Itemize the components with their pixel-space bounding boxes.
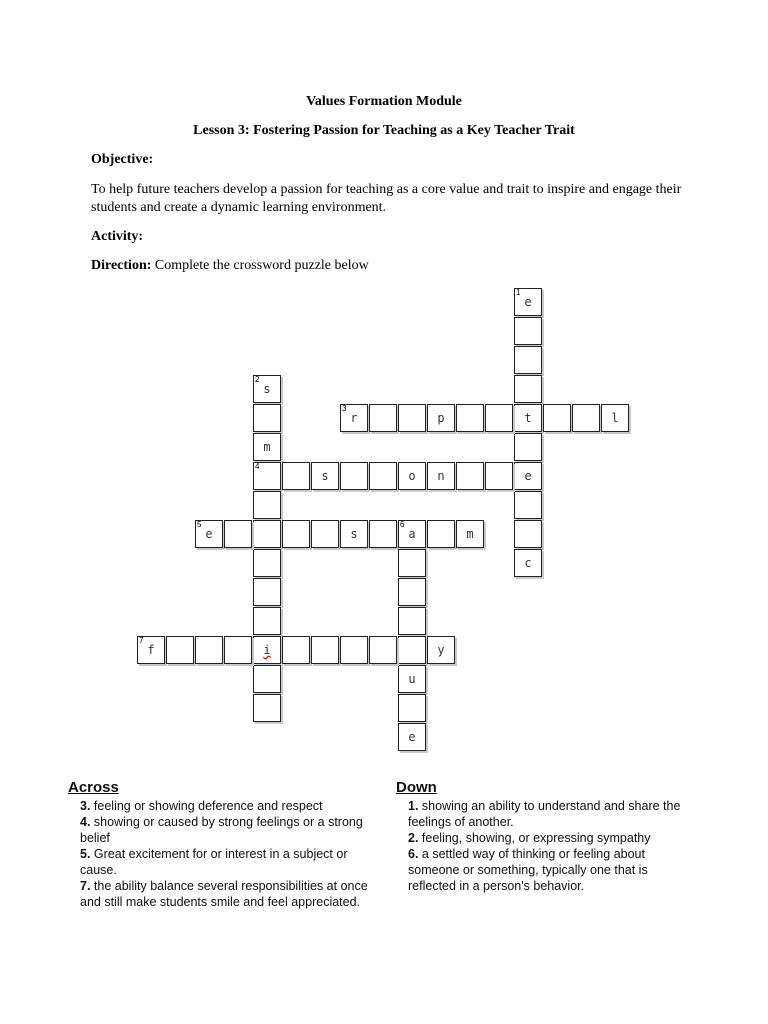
- crossword-cell[interactable]: [456, 520, 484, 548]
- crossword-cell[interactable]: [601, 404, 629, 432]
- crossword-cell[interactable]: [514, 288, 542, 316]
- crossword-cell[interactable]: [253, 665, 281, 693]
- crossword-cell[interactable]: [514, 520, 542, 548]
- crossword-cell[interactable]: [253, 636, 281, 664]
- clue-text: showing an ability to understand and share the feelings of another.: [408, 799, 681, 829]
- crossword-cell[interactable]: [282, 520, 310, 548]
- given-letter: m: [263, 440, 271, 454]
- crossword-cell[interactable]: [282, 462, 310, 490]
- crossword-cell[interactable]: [572, 404, 600, 432]
- crossword-cell[interactable]: [514, 549, 542, 577]
- crossword-cell[interactable]: [311, 636, 339, 664]
- clue-text: showing or caused by strong feelings or a strong belief: [80, 815, 363, 845]
- crossword-cell[interactable]: [485, 404, 513, 432]
- given-letter: n: [437, 469, 445, 483]
- given-letter: t: [524, 411, 532, 425]
- objective-heading: Objective:: [91, 152, 154, 167]
- crossword-cell[interactable]: [427, 636, 455, 664]
- crossword-cell[interactable]: [398, 694, 426, 722]
- given-letter: m: [466, 527, 474, 541]
- given-letter: p: [437, 411, 445, 425]
- down-clue: [396, 830, 686, 846]
- crossword-cell[interactable]: [253, 520, 281, 548]
- given-letter: r: [350, 411, 358, 425]
- clue-number: 3: [342, 404, 347, 413]
- clue-text: feeling, showing, or expressing sympathy: [418, 831, 651, 845]
- clue-number: 1.: [408, 799, 419, 813]
- crossword-cell[interactable]: [137, 636, 165, 664]
- down-heading: Down: [396, 779, 437, 796]
- crossword-cell[interactable]: [340, 636, 368, 664]
- crossword-cell[interactable]: [195, 520, 223, 548]
- given-letter: i: [263, 643, 271, 657]
- crossword-cell[interactable]: [369, 462, 397, 490]
- given-letter: c: [524, 556, 532, 570]
- clue-number: 2.: [408, 831, 419, 845]
- direction-line: [91, 258, 369, 274]
- lesson-title: Lesson 3: Fostering Passion for Teaching as a Key Teacher Trait: [193, 123, 575, 138]
- given-letter: f: [147, 643, 155, 657]
- direction-text: Complete the crossword puzzle below: [154, 258, 369, 273]
- across-heading: Across: [68, 779, 119, 796]
- crossword-cell[interactable]: [369, 636, 397, 664]
- across-clue: [68, 846, 378, 878]
- crossword-cell[interactable]: [369, 404, 397, 432]
- crossword-cell[interactable]: [253, 694, 281, 722]
- clue-number: 3.: [80, 799, 91, 813]
- crossword-cell[interactable]: [427, 520, 455, 548]
- crossword-cell[interactable]: [514, 317, 542, 345]
- given-letter: e: [524, 295, 532, 309]
- crossword-cell[interactable]: [311, 520, 339, 548]
- crossword-cell[interactable]: [398, 549, 426, 577]
- crossword-cell[interactable]: [398, 607, 426, 635]
- across-clue: [68, 814, 378, 846]
- clue-number: 6.: [408, 847, 419, 861]
- crossword-cell[interactable]: [398, 665, 426, 693]
- crossword-cell[interactable]: [224, 520, 252, 548]
- given-letter: l: [611, 411, 619, 425]
- clue-number: 6: [400, 520, 405, 529]
- crossword-cell[interactable]: [456, 404, 484, 432]
- crossword-cell[interactable]: [253, 578, 281, 606]
- given-letter: u: [408, 672, 416, 686]
- crossword-cell[interactable]: [253, 375, 281, 403]
- given-letter: s: [263, 382, 271, 396]
- crossword-cell[interactable]: [398, 636, 426, 664]
- page-title: Values Formation Module: [306, 94, 462, 109]
- crossword-cell[interactable]: [253, 607, 281, 635]
- crossword-cell[interactable]: [253, 549, 281, 577]
- clue-number: 5: [197, 520, 202, 529]
- crossword-cell[interactable]: [514, 433, 542, 461]
- down-clue: [396, 846, 686, 894]
- across-clue: [68, 798, 378, 814]
- crossword-cell[interactable]: [195, 636, 223, 664]
- crossword-cell[interactable]: [514, 375, 542, 403]
- clue-number: 5.: [80, 847, 91, 861]
- given-letter: e: [205, 527, 213, 541]
- direction-label: Direction:: [91, 258, 152, 273]
- crossword-cell[interactable]: [253, 491, 281, 519]
- activity-heading: Activity:: [91, 229, 144, 244]
- clue-number: 7: [139, 636, 144, 645]
- given-letter: o: [408, 469, 416, 483]
- clue-number: 1: [516, 288, 521, 297]
- crossword-cell[interactable]: [166, 636, 194, 664]
- crossword-cell[interactable]: [514, 346, 542, 374]
- crossword-cell[interactable]: [427, 462, 455, 490]
- crossword-cell[interactable]: [369, 520, 397, 548]
- clue-number: 2: [255, 375, 260, 384]
- across-clues: [68, 780, 378, 910]
- crossword-cell[interactable]: [224, 636, 252, 664]
- clue-text: feeling or showing deference and respect: [90, 799, 323, 813]
- crossword-cell[interactable]: [340, 404, 368, 432]
- crossword-cell[interactable]: [340, 520, 368, 548]
- crossword-cell[interactable]: [456, 462, 484, 490]
- across-clue: [68, 878, 378, 910]
- objective-text: To help future teachers develop a passion for teaching as a core value and trait to inspire and engage their students and create a dynamic learning environment.: [91, 182, 682, 215]
- given-letter: s: [321, 469, 329, 483]
- crossword-cell[interactable]: [253, 433, 281, 461]
- crossword-cell[interactable]: [282, 636, 310, 664]
- crossword-cell[interactable]: [427, 404, 455, 432]
- crossword-cell[interactable]: [514, 462, 542, 490]
- crossword-cell[interactable]: [311, 462, 339, 490]
- given-letter: y: [437, 643, 445, 657]
- clue-text: the ability balance several responsibilities at once and still make students smile and feel appreciated.: [80, 879, 368, 909]
- crossword-cell[interactable]: [398, 578, 426, 606]
- down-clues: [396, 780, 686, 894]
- crossword-cell[interactable]: [398, 723, 426, 751]
- crossword-cell[interactable]: [485, 462, 513, 490]
- crossword-cell[interactable]: [253, 404, 281, 432]
- given-letter: e: [408, 730, 416, 744]
- crossword-cell[interactable]: [398, 462, 426, 490]
- clue-text: Great excitement for or interest in a subject or cause.: [80, 847, 348, 877]
- clue-number: 4: [255, 462, 260, 471]
- crossword-cell[interactable]: [253, 462, 281, 490]
- given-letter: s: [350, 527, 358, 541]
- clue-number: 7.: [80, 879, 91, 893]
- clue-number: 4.: [80, 815, 91, 829]
- crossword-cell[interactable]: [340, 462, 368, 490]
- down-clue: [396, 798, 686, 830]
- crossword-cell[interactable]: [543, 404, 571, 432]
- crossword-cell[interactable]: [514, 491, 542, 519]
- given-letter: a: [408, 527, 416, 541]
- crossword-cell[interactable]: [398, 520, 426, 548]
- clue-text: a settled way of thinking or feeling about someone or something, typically one that is reflected in a person's behavior.: [408, 847, 648, 893]
- crossword-cell[interactable]: [398, 404, 426, 432]
- crossword-cell[interactable]: [514, 404, 542, 432]
- given-letter: e: [524, 469, 532, 483]
